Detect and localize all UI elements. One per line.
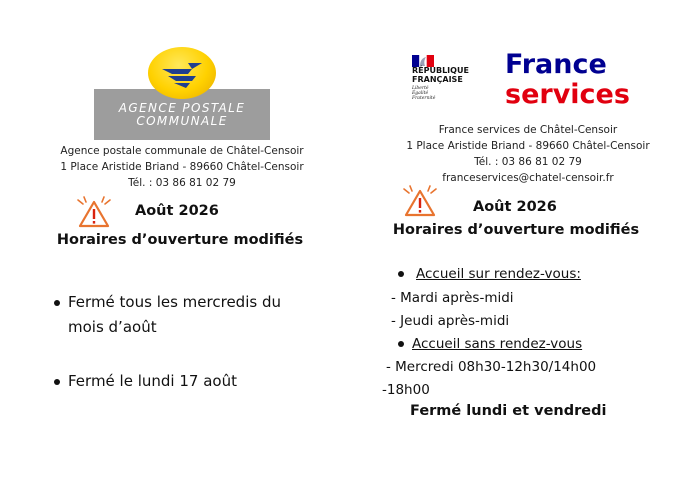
- right-address-email: franceservices@chatel-censoir.fr: [442, 172, 614, 184]
- rf-line2: FRANÇAISE: [412, 75, 463, 84]
- logo-text-line2: COMMUNALE: [136, 114, 228, 128]
- rf-line1: RÉPUBLIQUE: [412, 66, 469, 75]
- agence-postale-logo: [94, 47, 270, 140]
- france-services-word-france: France: [505, 49, 607, 80]
- appointment-item-2: - Jeudi après-midi: [391, 313, 510, 329]
- republique-francaise-logo: [410, 52, 490, 112]
- rf-motto-1: Liberté: [412, 86, 429, 91]
- walkin-label: Accueil sans rendez-vous: [412, 336, 583, 352]
- appointment-item-1: - Mardi après-midi: [391, 290, 514, 306]
- right-bullet-1: [398, 271, 404, 277]
- walkin-hours-line1: - Mercredi 08h30-12h30/14h00: [386, 359, 597, 375]
- left-address-street: 1 Place Aristide Briand - 89660 Châtel-Censoir: [60, 161, 304, 173]
- right-address-street: 1 Place Aristide Briand - 89660 Châtel-Censoir: [406, 140, 650, 152]
- left-address-phone: Tél. : 03 86 81 02 79: [128, 177, 236, 189]
- right-heading-title: Horaires d’ouverture modifiés: [392, 222, 640, 238]
- left-heading-title: Horaires d’ouverture modifiés: [56, 232, 304, 248]
- left-bullet-2: [54, 379, 60, 385]
- appointment-label: Accueil sur rendez-vous:: [416, 266, 581, 282]
- right-address-name: France services de Châtel-Censoir: [438, 124, 618, 136]
- left-bullet-1: [54, 300, 60, 306]
- left-bullet-text-2: Fermé le lundi 17 août: [68, 372, 237, 390]
- left-address-block: [42, 143, 322, 191]
- right-address-phone: Tél. : 03 86 81 02 79: [474, 156, 582, 168]
- rf-motto-2: Égalité: [412, 91, 429, 96]
- warning-triangle-icon: [400, 183, 440, 223]
- left-bullet-1-line2: mois d’août: [68, 318, 157, 336]
- la-poste-bird-icon: [148, 47, 216, 99]
- logo-text-line1: AGENCE POSTALE: [118, 101, 246, 115]
- right-bullet-2: [398, 341, 404, 347]
- right-heading-month: Août 2026: [473, 199, 557, 215]
- walkin-hours-line2: -18h00: [382, 382, 430, 398]
- closed-days-note: Fermé lundi et vendredi: [410, 403, 607, 419]
- warning-triangle-icon: [74, 194, 114, 234]
- left-heading-month: Août 2026: [135, 203, 219, 219]
- left-bullet-1-line1: Fermé tous les mercredis du: [68, 293, 281, 311]
- left-bullet-text-1: [68, 290, 281, 340]
- right-address-block: [378, 122, 678, 186]
- france-services-word-services: services: [505, 79, 630, 110]
- left-address-name: Agence postale communale de Châtel-Censoir: [60, 145, 304, 157]
- rf-motto-3: Fraternité: [412, 96, 436, 101]
